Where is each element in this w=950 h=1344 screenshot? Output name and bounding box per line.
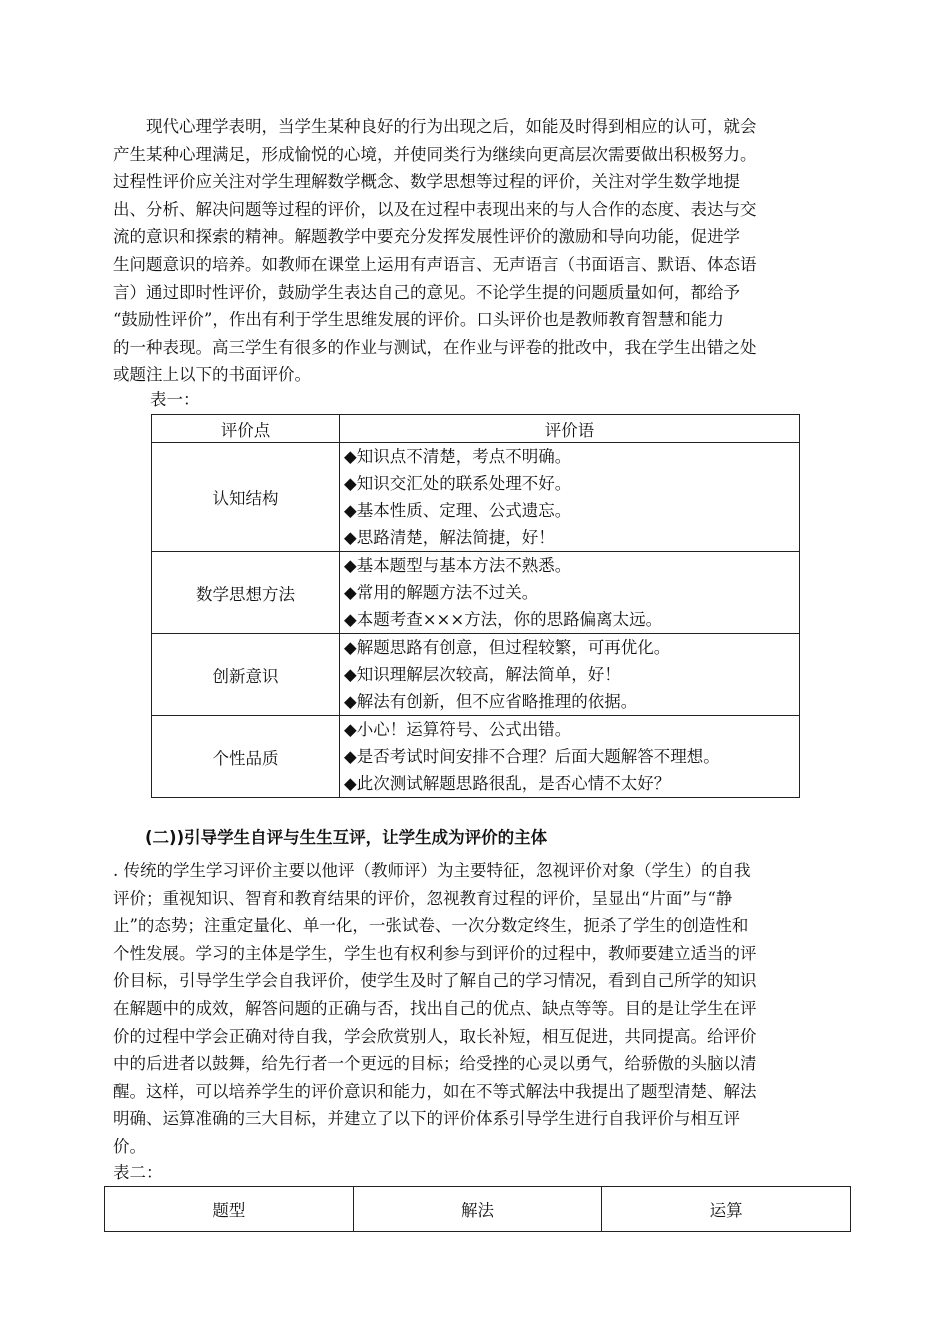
row-items [340,716,800,798]
row-items [340,552,800,634]
section-heading: (二))引导学生自评与生生互评，让学生成为评价的主体 [145,828,548,847]
comment-item: ◆本题考查×××方法，你的思路偏离太远。 [344,610,663,629]
table-header-row [152,415,800,443]
table-row [152,634,800,716]
comment-item: ◆知识交汇处的联系处理不好。 [344,474,572,493]
table-row [152,552,800,634]
paragraph-line: 止”的态势；注重定量化、单一化，一张试卷、一次分数定终生，扼杀了学生的创造性和 [113,916,749,936]
paragraph-line: 个性发展。学习的主体是学生，学生也有权利参与到评价的过程中，教师要建立适当的评 [113,943,757,963]
comment-item: ◆小心！运算符号、公式出错。 [344,720,572,739]
paragraph-line: 过程性评价应关注对学生理解数学概念、数学思想等过程的评价，关注对学生数学地提 [113,172,740,192]
table-2-label: 表二： [113,1163,163,1182]
paragraph-line: 或题注上以下的书面评价。 [113,365,311,385]
paragraph-line: 流的意识和探索的精神。解题教学中要充分发挥发展性评价的激励和导向功能，促进学 [113,227,740,247]
paragraph-line: 评价；重视知识、智育和教育结果的评价，忽视教育过程的评价，呈显出“片面”与“静 [113,888,733,908]
paragraph-line: 的一种表现。高三学生有很多的作业与测试，在作业与评卷的批改中，我在学生出错之处 [113,337,757,357]
paragraph-line: 现代心理学表明，当学生某种良好的行为出现之后，如能及时得到相应的认可，就会 [113,117,757,136]
paragraph-line: 价的过程中学会正确对待自我，学会欣赏别人，取长补短，相互促进，共同提高。给评价 [113,1026,757,1046]
comment-item: ◆常用的解题方法不过关。 [344,583,539,602]
paragraph-line: 产生某种心理满足，形成愉悦的心境，并使同类行为继续向更高层次需要做出积极努力。 [113,144,757,164]
row-items [340,443,800,552]
comment-item: ◆解法有创新，但不应省略推理的依据。 [344,692,638,711]
paragraph-line: 中的后进者以鼓舞，给先行者一个更远的目标；给受挫的心灵以勇气，给骄傲的头脑以清 [113,1054,757,1074]
paragraph-2 [113,857,838,1161]
table-row [152,716,800,798]
table-row [152,443,800,552]
paragraph-line: 生问题意识的培养。如教师在课堂上运用有声语言、无声语言（书面语言、默语、体态语 [113,254,757,274]
row-category: 创新意识 [152,634,340,716]
header-evaluation-comment: 评价语 [340,415,800,443]
paragraph-line: . 传统的学生学习评价主要以他评（教师评）为主要特征，忽视评价对象（学生）的自我 [113,861,751,880]
paragraph-line: 言）通过即时性评价，鼓励学生表达自己的意见。不论学生提的问题质量如何，都给予 [113,282,740,302]
paragraph-line: 明确、运算准确的三大目标，并建立了以下的评价体系引导学生进行自我评价与相互评 [113,1109,740,1129]
paragraph-line: 价。 [113,1136,146,1156]
paragraph-line: 在解题中的成效，解答问题的正确与否，找出自己的优点、缺点等等。目的是让学生在评 [113,998,757,1018]
comment-item: ◆思路清楚，解法简捷，好！ [344,528,555,547]
row-category: 认知结构 [152,443,340,552]
table-1-label: 表一： [150,390,200,409]
row-category: 个性品质 [152,716,340,798]
comment-item: ◆基本题型与基本方法不熟悉。 [344,556,572,575]
evaluation-table-1 [151,414,800,798]
comment-item: ◆知识点不清楚，考点不明确。 [344,447,572,466]
table-header-row [105,1187,851,1232]
header-question-type: 题型 [105,1187,354,1232]
paragraph-line: 价目标，引导学生学会自我评价，使学生及时了解自己的学习情况，看到自己所学的知识 [113,971,757,991]
header-solution-method: 解法 [353,1187,602,1232]
comment-item: ◆是否考试时间安排不合理？后面大题解答不理想。 [344,747,720,766]
comment-item: ◆此次测试解题思路很乱，是否心情不太好？ [344,774,671,793]
row-items [340,634,800,716]
row-category: 数学思想方法 [152,552,340,634]
comment-item: ◆基本性质、定理、公式遗忘。 [344,501,572,520]
paragraph-line: 醒。这样，可以培养学生的评价意识和能力，如在不等式解法中我提出了题型清楚、解法 [113,1081,757,1101]
comment-item: ◆知识理解层次较高，解法简单，好！ [344,665,621,684]
paragraph-1 [113,113,838,389]
paragraph-line: “鼓励性评价”，作出有利于学生思维发展的评价。口头评价也是教师教育智慧和能力 [113,310,724,330]
comment-item: ◆解题思路有创意，但过程较繁，可再优化。 [344,638,671,657]
evaluation-table-2 [104,1186,851,1232]
header-evaluation-point: 评价点 [152,415,340,443]
paragraph-line: 出、分析、解决问题等过程的评价，以及在过程中表现出来的与人合作的态度、表达与交 [113,199,757,219]
header-calculation: 运算 [602,1187,851,1232]
